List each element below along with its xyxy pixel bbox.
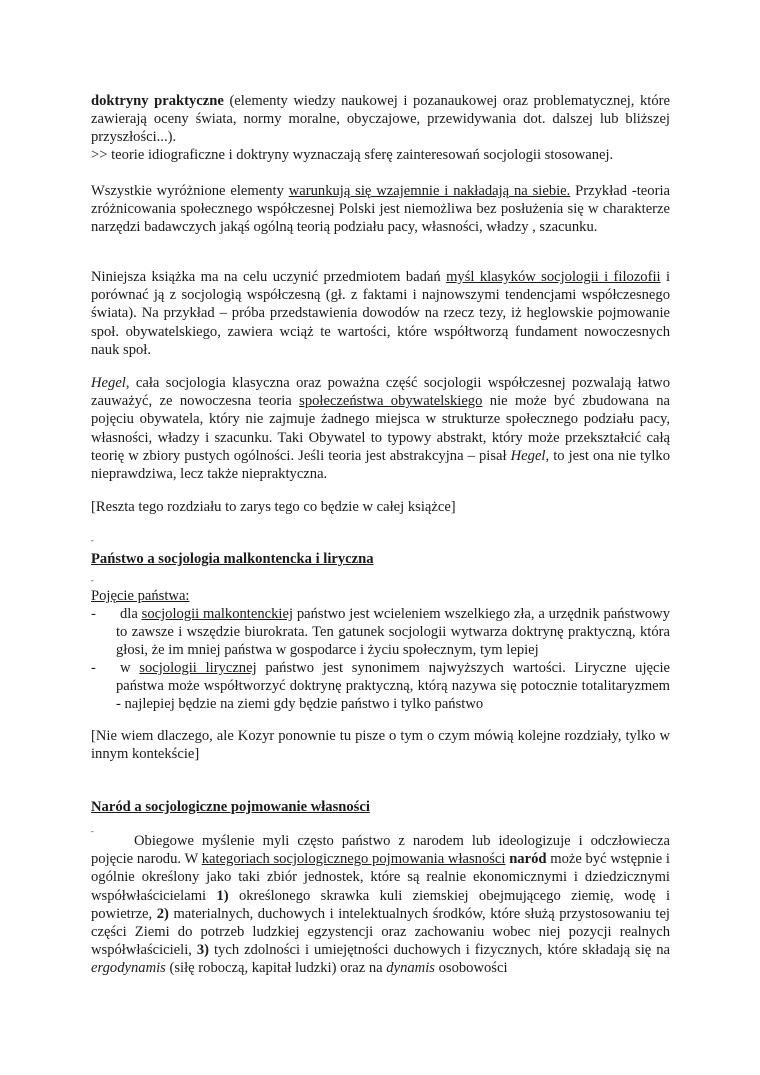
italic-name-hegel: Hegel xyxy=(510,447,546,464)
heading-panstwo xyxy=(91,550,670,568)
empty-paragraph-marker: - xyxy=(91,827,94,836)
underlined-phrase: warunkują się wzajemnie i nakładają na siebie. xyxy=(288,183,571,199)
underlined-phrase: społeczeństwa obywatelskiego xyxy=(299,393,483,410)
paragraph-doktryny-praktyczne xyxy=(91,92,670,147)
text-span: >> teorie idiograficzne i doktryny wyznaczają sferę zainteresowań socjologii stosowanej. xyxy=(91,147,614,163)
list-item-text xyxy=(116,659,670,714)
text-span: określonego skrawka kuli ziemskiej obejmującego ziemię, wodę i powietrze, xyxy=(91,887,670,922)
heading-text: Państwo a socjologia malkontencka i liryczna xyxy=(91,551,374,567)
empty-paragraph-marker: - xyxy=(91,536,94,545)
underlined-phrase: myśl klasyków socjologii i filozofii xyxy=(446,269,661,285)
paragraph-hegel xyxy=(91,374,670,483)
text-span: , to jest ona nie tylko nieprawdziwa, lecz także niepraktyczna. xyxy=(91,447,670,483)
heading-narod xyxy=(91,798,670,816)
italic-term-dynamis: dynamis xyxy=(386,960,435,977)
text-span: i porównać ją z socjologią współczesną (gł. z faktami i najnowszymi tendencjami współczesnego świata). Na przykład – próba przedstawienia dowodów na rzecz tezy, iż heglowskie pojmowanie społ. obywatelskiego, zawiera wciąż te wartości, które współtworzą fundament nowoczesnych nauk społ. xyxy=(91,269,671,358)
paragraph-nie-wiem-dlaczego xyxy=(91,727,670,763)
text-span: materialnych, duchowych i intelektualnych środków, które służą przystosowaniu tej części Ziemi do potrzeb ludzkiej egzystencji oraz zachowaniu wobec niej pozycji realnych współwłaścicieli, xyxy=(91,905,670,959)
text-span: Przykład -teoria zróżnicowania społecznego współczesnej Polski jest niemożliwa bez posłużenia się w charakterze narzędzi badawczych jakąś ogólną teorią podziału pacy, własności, władzy , szacunku. xyxy=(91,183,670,236)
text-span: (elementy wiedzy naukowej i pozanaukowej oraz problematycznej, które zawierają oceny świata, normy moralne, obyczajowe, przewidywania dot. dalszej lub bliższej przyszłości...). xyxy=(91,93,670,146)
text-span: państwo jest synonimem najwyższych wartości. Liryczne ujęcie państwa może współtworzyć doktrynę praktyczną, którą nazywa się potocznie totalitaryzmem - najlepiej będzie na ziemi gdy będzie państwo i tylko państwo xyxy=(116,660,670,713)
text-span: nie może być zbudowana na pojęciu obywatela, który nie zajmuje żadnego miejsca w strukturze społecznego podziału pacy, własności, władzy i szacunku. Taki Obywatel to typowy abstrakt, który może przekształcić całą teorię w zbiory pustych ogólności. Jeśli teoria jest abstrakcyjna – pisał xyxy=(91,393,670,464)
bold-term-narod: naród xyxy=(509,851,547,868)
text-span: [Nie wiem dlaczego, ale Kozyr ponownie tu pisze o tym o czym mówią kolejne rozdziały, tylko w innym kontekście] xyxy=(91,728,670,763)
list-dash: - xyxy=(91,606,96,622)
bold-number: 2) xyxy=(156,905,169,922)
paragraph-wyroznione-elementy xyxy=(91,182,670,237)
text-span: w xyxy=(120,660,140,676)
bold-number: 1) xyxy=(216,887,229,904)
italic-name-hegel: Hegel xyxy=(91,375,126,391)
paragraph-niniejsza-ksiazka xyxy=(91,268,670,359)
subheading-text: Pojęcie państwa: xyxy=(91,588,190,604)
paragraph-obiegowe-myslenie xyxy=(91,832,670,978)
text-span: [Reszta tego rozdziału to zarys tego co będzie w całej książce] xyxy=(91,499,456,515)
empty-paragraph-marker: - xyxy=(91,576,94,585)
heading-text: Naród a socjologiczne pojmowanie własności xyxy=(91,799,370,815)
subheading-pojecie-panstwa xyxy=(91,587,670,605)
text-span: (siłę roboczą, kapitał ludzki) oraz na xyxy=(165,960,387,977)
text-span: Wszystkie wyróżnione elementy xyxy=(91,183,289,199)
text-span: Niniejsza książka ma na celu uczynić przedmiotem badań xyxy=(91,269,447,285)
underlined-phrase: kategoriach socjologicznego pojmowania własności xyxy=(201,851,506,868)
list-item-text xyxy=(116,605,670,660)
text-span: osobowości xyxy=(434,960,508,977)
text-span: państwo jest wcieleniem wszelkiego zła, a urzędnik państwowy to zawsze i wszędzie biurokrata. Ten gatunek socjologii wytwarza doktrynę praktyczną, która głosi, że im mniej państwa w gospodarce i życiu społecznym, tym lepiej xyxy=(116,606,670,659)
text-span: tych zdolności i umiejętności duchowych i fizycznych, które składają się na xyxy=(209,942,670,959)
bold-number: 3) xyxy=(196,942,210,959)
italic-term-ergodynamis: ergodynamis xyxy=(91,960,166,977)
underlined-phrase: socjologii lirycznej xyxy=(139,660,257,676)
text-span: może być wstępnie i ogólnie określony jako taki zbiór jednostek, które są realnie ekonomicznymi i dziedzicznymi współwłaścicielami xyxy=(91,851,670,904)
paragraph-reszta-rozdzialu xyxy=(91,498,670,516)
text-span: , cała socjologia klasyczna oraz poważna część socjologii współczesnej pozwalają łatwo zauważyć, ze nowoczesna teoria xyxy=(91,375,670,410)
text-span: dla xyxy=(120,606,142,622)
bold-term-doktryny: doktryny praktyczne xyxy=(91,93,224,109)
paragraph-teorie-idiograficzne xyxy=(91,146,670,164)
underlined-phrase: socjologii malkontenckiej xyxy=(141,606,293,622)
list-dash: - xyxy=(91,660,96,676)
text-span: Obiegowe myślenie myli często państwo z narodem lub ideologizuje i odczłowiecza pojęcie narodu. W xyxy=(91,833,670,868)
